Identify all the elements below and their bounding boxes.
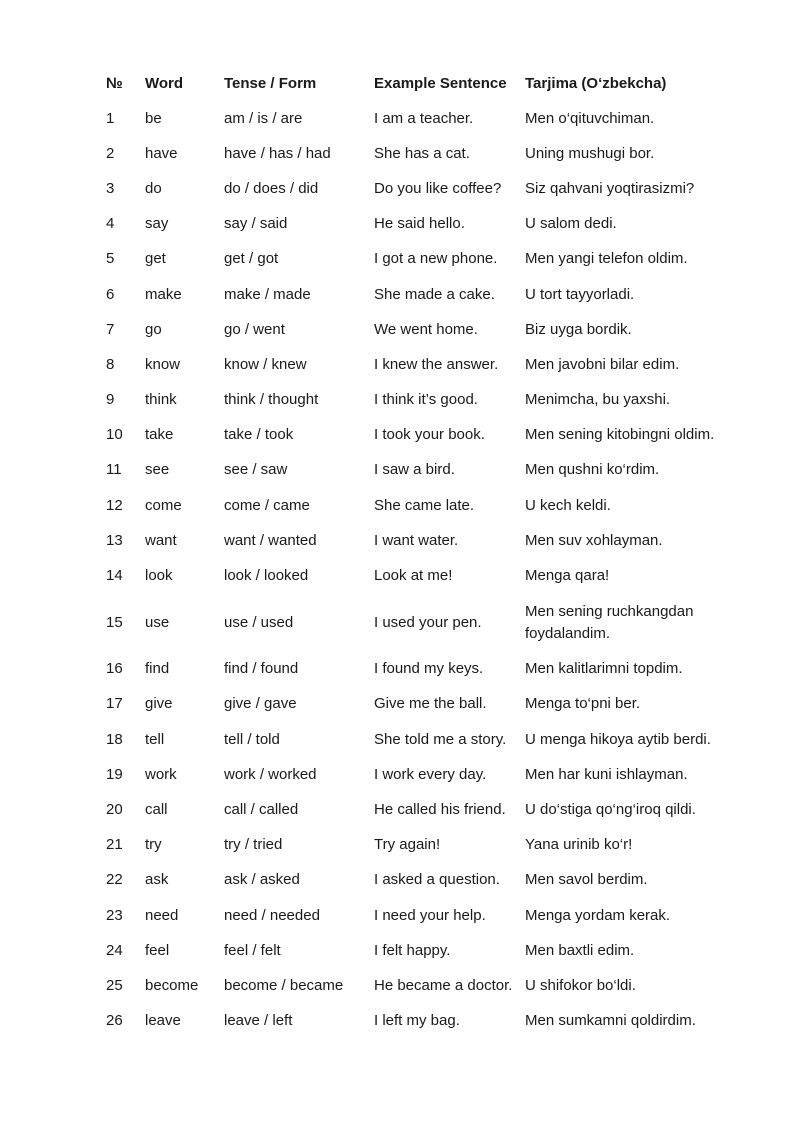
cell-tense-form: give / gave [224,695,297,713]
cell-translation: Men har kuni ishlayman. [525,765,688,783]
cell-number: 15 [106,613,123,631]
cell-word: find [145,660,170,678]
cell-word: need [145,906,179,924]
cell-translation: Siz qahvani yoqtirasizmi? [525,179,695,197]
cell-translation: Menga yordam kerak. [525,906,671,924]
cell-example-sentence: I found my keys. [374,660,484,678]
cell-word: be [145,109,162,127]
cell-number: 25 [106,976,123,994]
cell-word: get [145,250,166,268]
cell-translation: Menga to‘pni ber. [525,695,641,713]
cell-word: want [145,531,177,549]
cell-translation: Men sening ruchkangdan foydalandim. [525,602,694,642]
cell-word: know [145,355,181,373]
cell-translation: U tort tayyorladi. [525,285,635,303]
table-row [106,898,746,933]
cell-tense-form: try / tried [224,836,283,854]
cell-word: go [145,320,162,338]
table-row [106,828,746,863]
header-word: Word [145,74,184,92]
cell-example-sentence: I am a teacher. [374,109,474,127]
cell-tense-form: am / is / are [224,109,303,127]
cell-translation: U menga hikoya aytib berdi. [525,730,711,748]
cell-word: take [145,426,174,444]
table-row [106,418,746,453]
cell-translation: Menimcha, bu yaxshi. [525,391,671,409]
table-row [106,488,746,523]
cell-number: 6 [106,285,115,303]
cell-example-sentence: I got a new phone. [374,250,498,268]
cell-word: give [145,695,173,713]
cell-tense-form: want / wanted [224,531,317,549]
cell-number: 13 [106,531,123,549]
cell-word: see [145,461,170,479]
cell-tense-form: go / went [224,320,285,338]
cell-tense-form: leave / left [224,1012,293,1030]
cell-translation: Men sumkamni qoldirdim. [525,1012,696,1030]
cell-number: 20 [106,800,123,818]
cell-tense-form: work / worked [224,765,317,783]
cell-tense-form: have / has / had [224,144,331,162]
header-example-sentence: Example Sentence [374,74,507,92]
cell-example-sentence: Give me the ball. [374,695,487,713]
table-row [106,652,746,687]
cell-number: 9 [106,391,115,409]
table-row [106,277,746,312]
cell-number: 8 [106,355,115,373]
cell-example-sentence: She has a cat. [374,144,470,162]
cell-tense-form: come / came [224,496,310,514]
cell-number: 10 [106,426,123,444]
cell-tense-form: say / said [224,215,288,233]
cell-tense-form: tell / told [224,730,280,748]
cell-tense-form: need / needed [224,906,320,924]
cell-example-sentence: She came late. [374,496,475,514]
table-row [106,453,746,488]
cell-word: become [145,976,199,994]
cell-word: say [145,215,169,233]
cell-word: feel [145,941,170,959]
table-row [106,792,746,827]
cell-tense-form: use / used [224,613,294,631]
cell-example-sentence: I think it’s good. [374,391,478,409]
cell-example-sentence: He said hello. [374,215,465,233]
cell-number: 16 [106,660,123,678]
cell-translation: Men baxtli edim. [525,941,635,959]
cell-number: 12 [106,496,123,514]
table-row [106,101,746,136]
cell-example-sentence: He became a doctor. [374,976,513,994]
cell-translation: Men sening kitobingni oldim. [525,426,715,444]
cell-word: look [145,567,173,585]
cell-word: come [145,496,182,514]
cell-tense-form: do / does / did [224,179,319,197]
table-row [106,207,746,242]
cell-tense-form: see / saw [224,461,288,479]
header-number: № [106,74,123,92]
table-row [106,863,746,898]
cell-example-sentence: I work every day. [374,765,487,783]
cell-tense-form: feel / felt [224,941,281,959]
cell-number: 19 [106,765,123,783]
cell-tense-form: become / became [224,976,344,994]
cell-translation: Men savol berdim. [525,871,648,889]
cell-word: ask [145,871,169,889]
cell-number: 21 [106,836,123,854]
table-row [106,594,746,652]
cell-tense-form: know / knew [224,355,307,373]
cell-example-sentence: I felt happy. [374,941,451,959]
cell-translation: Men javobni bilar edim. [525,355,680,373]
cell-number: 17 [106,695,123,713]
cell-number: 26 [106,1012,123,1030]
header-translation: Tarjima (O‘zbekcha) [525,74,667,92]
cell-number: 4 [106,215,115,233]
cell-word: call [145,800,168,818]
cell-word: try [145,836,162,854]
cell-example-sentence: I want water. [374,531,459,549]
table-body [106,101,746,1039]
cell-example-sentence: Do you like coffee? [374,179,502,197]
cell-example-sentence: We went home. [374,320,478,338]
cell-tense-form: call / called [224,800,299,818]
cell-example-sentence: I saw a bird. [374,461,455,479]
cell-tense-form: make / made [224,285,311,303]
cell-translation: Men qushni ko‘rdim. [525,461,660,479]
cell-example-sentence: Look at me! [374,567,453,585]
cell-number: 24 [106,941,123,959]
cell-example-sentence: He called his friend. [374,800,506,818]
cell-number: 23 [106,906,123,924]
table-row [106,933,746,968]
table-row [106,558,746,593]
cell-number: 22 [106,871,123,889]
cell-word: do [145,179,162,197]
table-row [106,1004,746,1039]
table-header-row [106,66,746,101]
cell-number: 14 [106,567,123,585]
table-row [106,136,746,171]
cell-translation: Men o‘qituvchiman. [525,109,655,127]
cell-example-sentence: I need your help. [374,906,486,924]
cell-word: leave [145,1012,181,1030]
cell-tense-form: take / took [224,426,294,444]
cell-tense-form: look / looked [224,567,309,585]
vocabulary-table [106,66,746,1039]
cell-word: have [145,144,178,162]
cell-translation: U shifokor bo‘ldi. [525,976,636,994]
table-row [106,757,746,792]
cell-example-sentence: She made a cake. [374,285,495,303]
cell-number: 11 [106,461,122,479]
table-row [106,383,746,418]
cell-translation: Yana urinib ko‘r! [525,836,633,854]
cell-word: think [145,391,177,409]
cell-number: 1 [106,109,115,127]
cell-word: tell [145,730,165,748]
table-row [106,312,746,347]
cell-example-sentence: I took your book. [374,426,485,444]
table-row [106,687,746,722]
table-row [106,523,746,558]
cell-number: 2 [106,144,115,162]
cell-tense-form: think / thought [224,391,319,409]
cell-translation: Menga qara! [525,567,610,585]
cell-word: work [145,765,177,783]
cell-tense-form: find / found [224,660,299,678]
cell-translation: U do‘stiga qo‘ng‘iroq qildi. [525,800,696,818]
cell-example-sentence: Try again! [374,836,441,854]
cell-number: 5 [106,250,115,268]
cell-tense-form: get / got [224,250,279,268]
cell-translation: U salom dedi. [525,215,617,233]
cell-word: use [145,613,170,631]
cell-example-sentence: I used your pen. [374,613,482,631]
table-row [106,968,746,1003]
cell-example-sentence: She told me a story. [374,730,507,748]
cell-number: 3 [106,179,115,197]
cell-translation: Uning mushugi bor. [525,144,655,162]
cell-number: 7 [106,320,115,338]
table-row [106,171,746,206]
table-row [106,722,746,757]
cell-example-sentence: I left my bag. [374,1012,460,1030]
cell-example-sentence: I knew the answer. [374,355,499,373]
cell-example-sentence: I asked a question. [374,871,500,889]
cell-translation: Men suv xohlayman. [525,531,663,549]
cell-translation: U kech keldi. [525,496,611,514]
table-row [106,242,746,277]
cell-tense-form: ask / asked [224,871,300,889]
cell-word: make [145,285,182,303]
table-row [106,347,746,382]
cell-number: 18 [106,730,123,748]
cell-translation: Men yangi telefon oldim. [525,250,688,268]
header-tense-form: Tense / Form [224,74,317,92]
cell-translation: Biz uyga bordik. [525,320,632,338]
cell-translation: Men kalitlarimni topdim. [525,660,683,678]
